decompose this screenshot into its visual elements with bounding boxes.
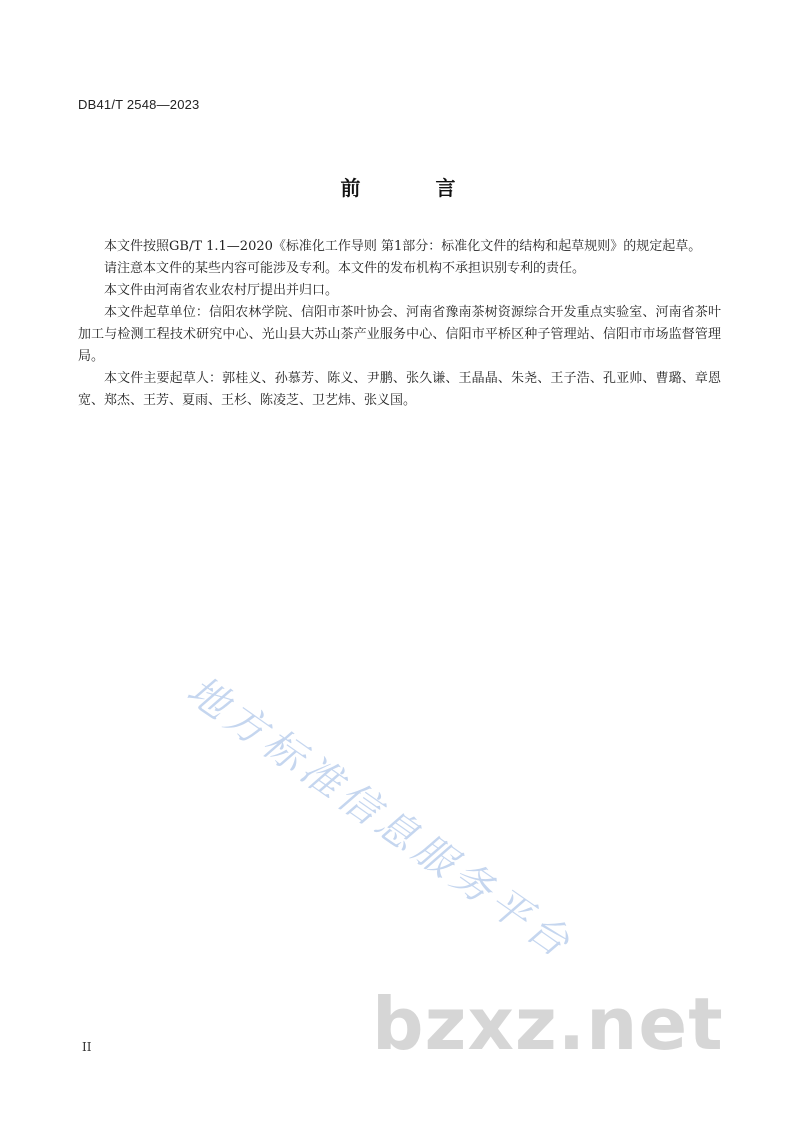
watermark-chinese: 地方标准信息服务平台 bbox=[178, 667, 582, 969]
paragraph-drafting-units: 本文件起草单位：信阳农林学院、信阳市茶叶协会、河南省豫南茶树资源综合开发重点实验室、河南省茶叶加工与检测工程技术研究中心、光山县大苏山茶产业服务中心、信阳市平桥区种子管理站、信阳市市场监督管理局。 bbox=[78, 305, 721, 364]
paragraph-drafters: 本文件主要起草人：郭桂义、孙慕芳、陈义、尹鹏、张久谦、王晶晶、朱尧、王子浩、孔亚帅、曹璐、章恩宽、郑杰、王芳、夏雨、王杉、陈凌芝、卫艺炜、张义国。 bbox=[78, 371, 721, 408]
paragraph-proposer: 本文件由河南省农业农村厅提出并归口。 bbox=[104, 283, 339, 298]
page-title: 前 言 bbox=[340, 176, 490, 200]
foreword-body bbox=[78, 236, 721, 412]
paragraph-drafting-rule: 本文件按照GB/T 1.1—2020《标准化工作导则 第1部分：标准化文件的结构和起草规则》的规定起草。 bbox=[104, 239, 702, 254]
page-number: II bbox=[82, 1040, 92, 1054]
paragraph-patent-notice: 请注意本文件的某些内容可能涉及专利。本文件的发布机构不承担识别专利的责任。 bbox=[104, 261, 586, 276]
watermark-domain: bzxz.net bbox=[372, 982, 724, 1066]
standard-code: DB41/T 2548—2023 bbox=[78, 97, 200, 112]
